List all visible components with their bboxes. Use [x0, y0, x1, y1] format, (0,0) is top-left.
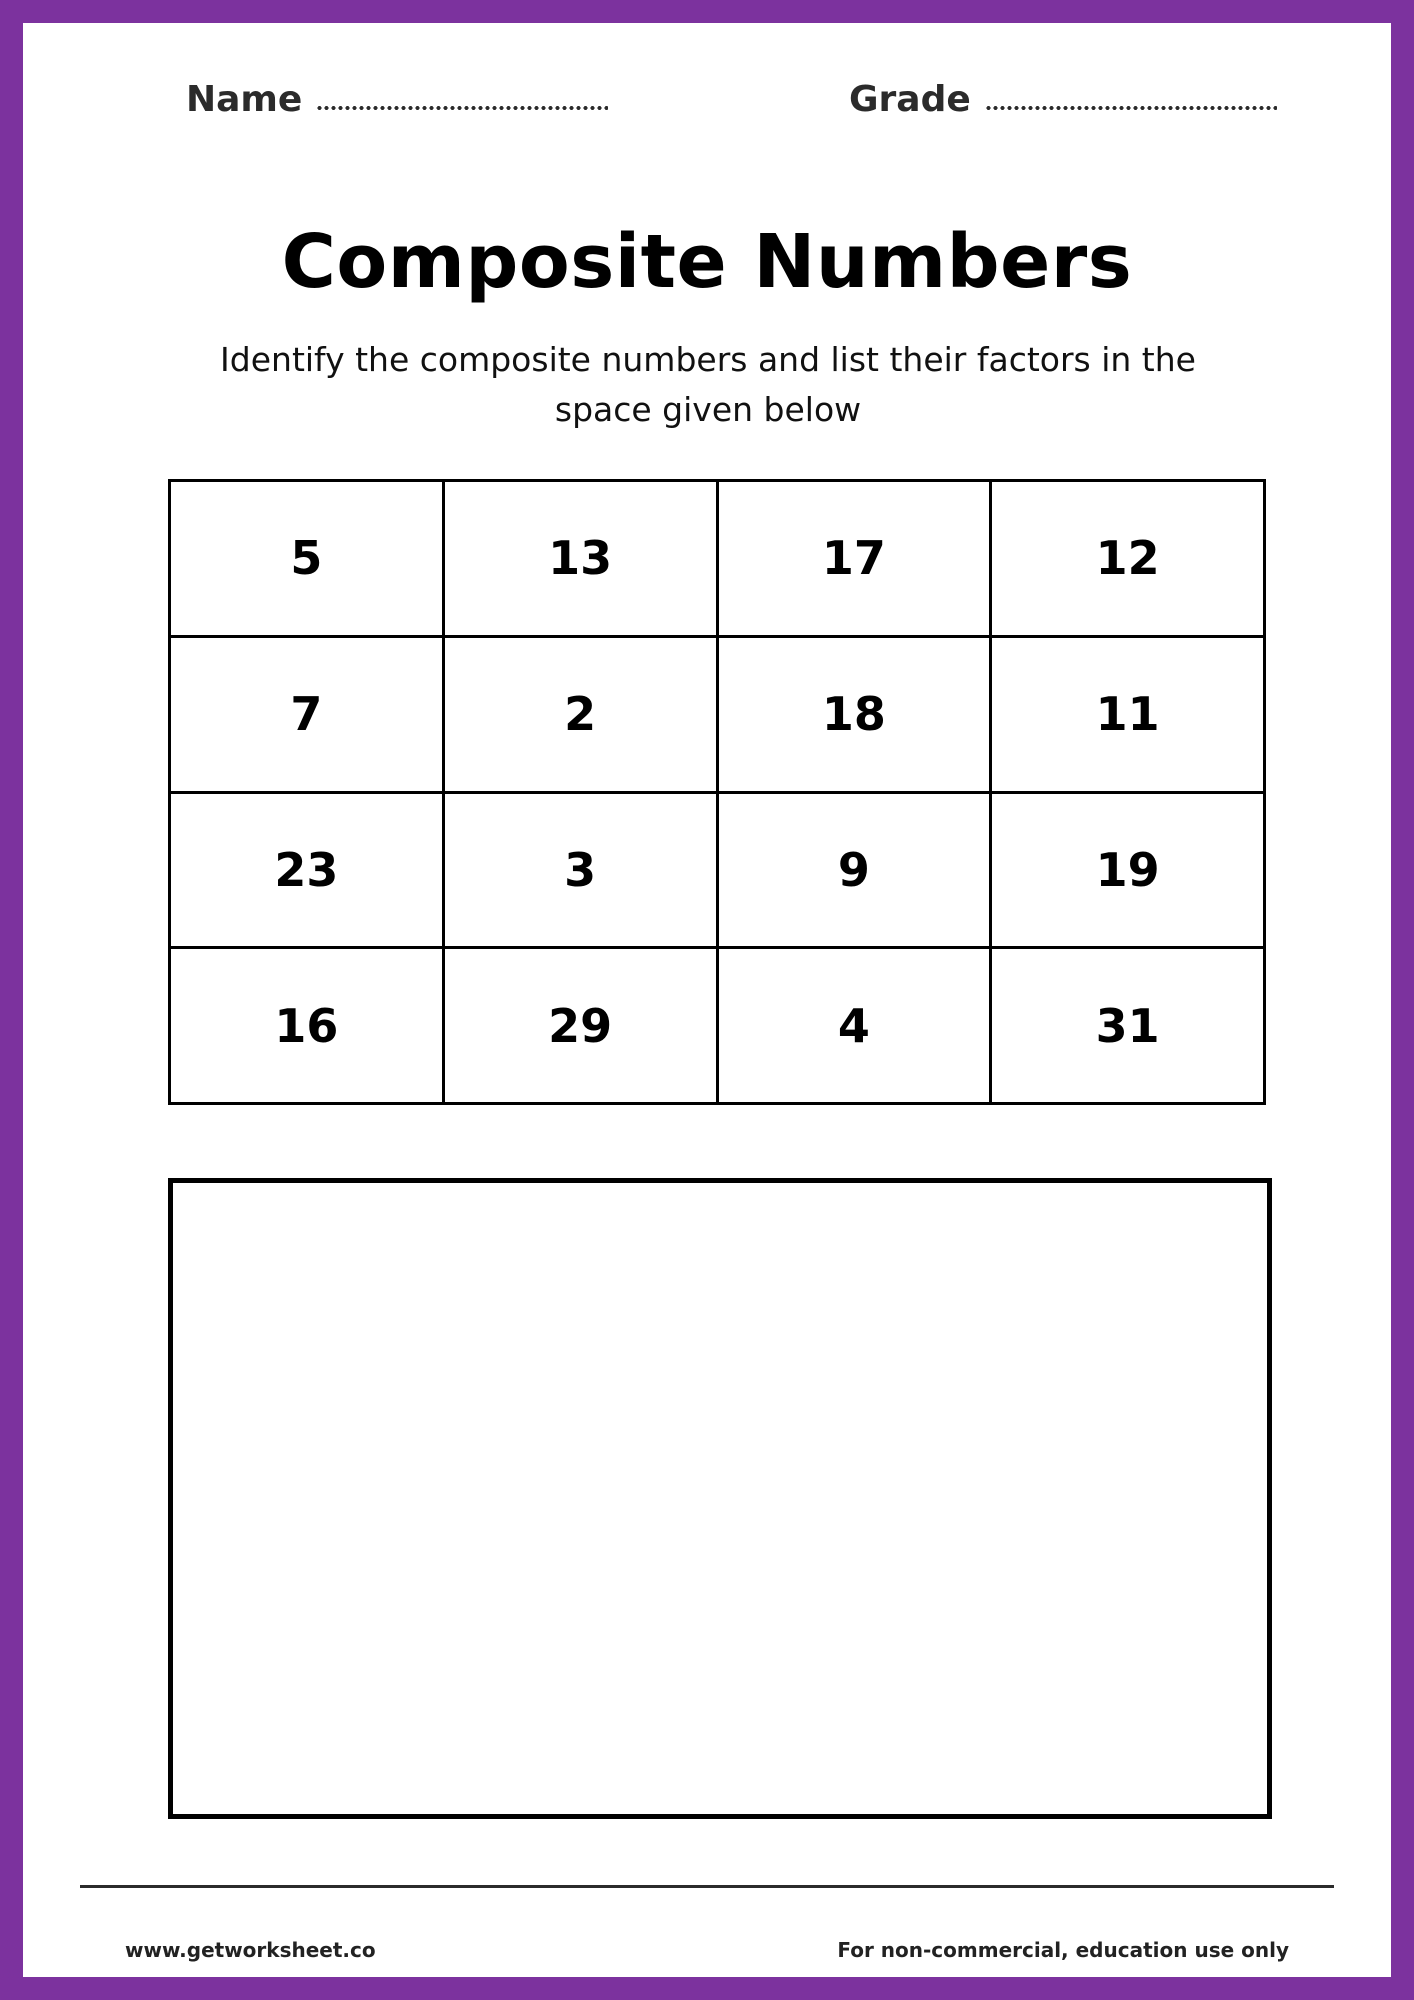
- number-grid: [168, 479, 1266, 1105]
- grid-cell: 12: [991, 481, 1265, 637]
- grid-cell: 4: [717, 948, 991, 1104]
- grid-cell: 5: [170, 481, 444, 637]
- instructions-text: Identify the composite numbers and list their factors in the space given below: [220, 340, 1196, 429]
- grid-cell: 13: [443, 481, 717, 637]
- grid-cell: 3: [443, 792, 717, 948]
- footer-notice: For non-commercial, education use only: [837, 1938, 1289, 1962]
- grade-label: Grade: [849, 79, 971, 120]
- name-label: Name: [186, 79, 303, 120]
- grid-row: [170, 792, 1265, 948]
- grid-cell: 19: [991, 792, 1265, 948]
- grid-cell: 11: [991, 636, 1265, 792]
- answer-box[interactable]: [168, 1178, 1272, 1819]
- footer-website: www.getworksheet.co: [125, 1938, 376, 1962]
- footer-divider: [80, 1885, 1334, 1888]
- grid-cell: 29: [443, 948, 717, 1104]
- grid-row: [170, 636, 1265, 792]
- grid-row: [170, 481, 1265, 637]
- grade-field: [849, 79, 1277, 120]
- name-field: [186, 79, 608, 120]
- grid-cell: 16: [170, 948, 444, 1104]
- name-input-line[interactable]: [316, 106, 608, 110]
- grid-cell: 23: [170, 792, 444, 948]
- grid-cell: 2: [443, 636, 717, 792]
- grid-row: [170, 948, 1265, 1104]
- grid-cell: 17: [717, 481, 991, 637]
- page-title: Composite Numbers: [281, 219, 1133, 305]
- grid-cell: 9: [717, 792, 991, 948]
- grid-cell: 18: [717, 636, 991, 792]
- grid-cell: 31: [991, 948, 1265, 1104]
- grade-input-line[interactable]: [985, 106, 1277, 110]
- grid-cell: 7: [170, 636, 444, 792]
